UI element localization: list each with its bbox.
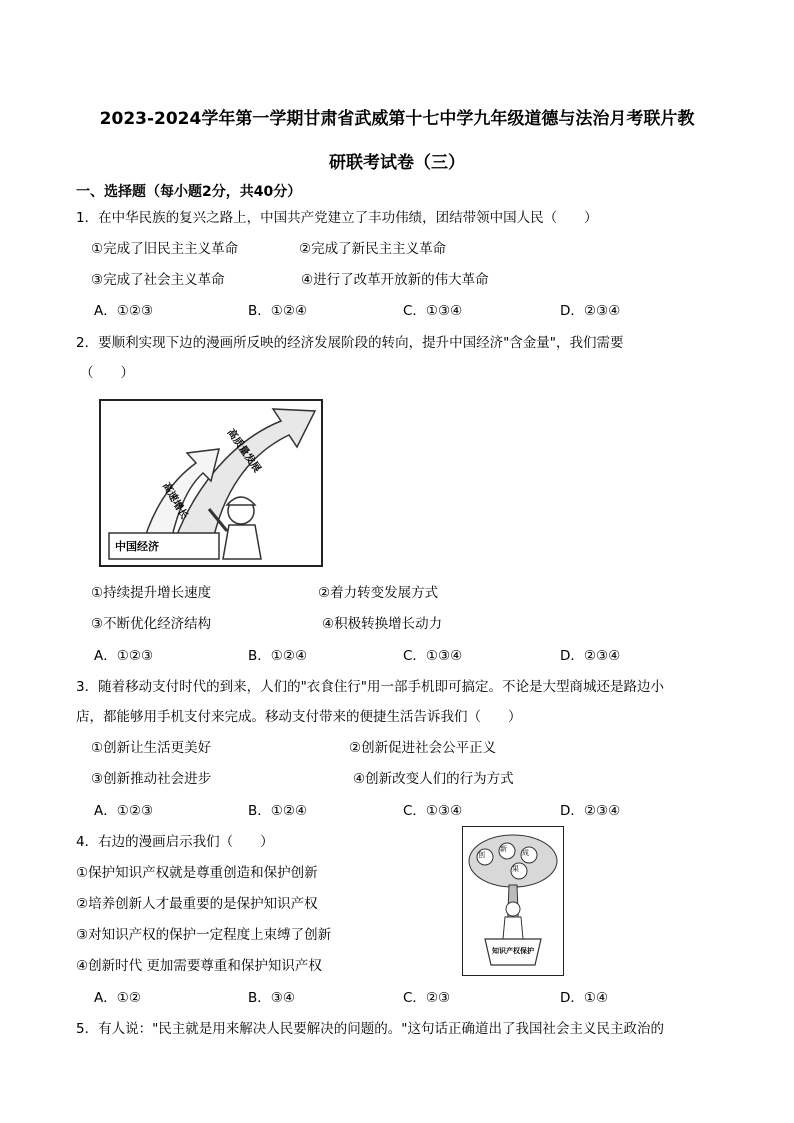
q4-item-3: ③对知识产权的保护一定程度上束缚了创新 [76, 927, 332, 943]
q2-item-1: ①持续提升增长速度 [91, 585, 212, 601]
tree-char-3: 成 [522, 849, 529, 857]
q2-item-3: ③不断优化经济结构 [91, 616, 212, 632]
tree-char-4: 果 [512, 865, 519, 873]
question-3-stem: 3．随着移动支付时代的到来，人们的"衣食住行"用一部手机即可搞定。不论是大型商城还是路边小 [76, 679, 665, 695]
question-3-stem-cont: 店，都能够用手机支付来完成。移动支付带来的便捷生活告诉我们（ ） [76, 709, 522, 725]
tree-char-1: 创 [478, 851, 485, 859]
q4-item-4: ④创新时代 更加需要尊重和保护知识产权 [76, 958, 322, 974]
q4-item-1: ①保护知识产权就是尊重创造和保护创新 [76, 865, 318, 881]
question-5-stem: 5．有人说："民主就是用来解决人民要解决的问题的。"这句话正确道出了我国社会主义民主政治的 [76, 1021, 665, 1037]
q3-item-4: ④创新改变人们的行为方式 [353, 771, 514, 787]
q2-choice-b: B．①②④ [248, 648, 308, 664]
q3-choice-c: C．①③④ [403, 803, 463, 819]
exam-title-line1: 2023-2024学年第一学期甘肃省武威第十七中学九年级道德与法治月考联片教 [99, 109, 695, 129]
tree-char-2: 新 [500, 845, 507, 853]
q2-choice-a: A．①②③ [94, 648, 154, 664]
q1-item-4: ④进行了改革开放新的伟大革命 [301, 272, 489, 288]
exam-title-line2: 研联考试卷（三） [329, 153, 465, 173]
q3-choice-b: B．①②④ [248, 803, 308, 819]
high-speed-label: 高速增长 [160, 481, 190, 522]
question-1-stem: 1．在中华民族的复兴之路上，中国共产党建立了丰功伟绩，团结带领中国人民（ ） [76, 210, 598, 226]
worker-helmet [227, 497, 255, 505]
q4-choice-c: C．②③ [403, 990, 451, 1006]
worker-body [223, 525, 261, 559]
q3-item-3: ③创新推动社会进步 [91, 771, 212, 787]
q1-item-3: ③完成了社会主义革命 [91, 272, 225, 288]
q3-choice-a: A．①②③ [94, 803, 154, 819]
q3-item-1: ①创新让生活更美好 [91, 740, 212, 756]
person-body [503, 917, 523, 939]
q1-choice-d: D．②③④ [560, 303, 621, 319]
question-2-stem: 2．要顺利实现下边的漫画所反映的经济发展阶段的转向，提升中国经济"含金量"，我们需要 [76, 335, 624, 351]
person-head [506, 902, 520, 916]
q2-choice-c: C．①③④ [403, 648, 463, 664]
q3-item-2: ②创新促进社会公平正义 [349, 740, 497, 756]
q1-choice-a: A．①②③ [94, 303, 154, 319]
ip-protection-label: 知识产权保护 [492, 947, 534, 955]
q4-choice-d: D．①④ [560, 990, 609, 1006]
q4-choice-b: B．③④ [248, 990, 295, 1006]
q4-choice-a: A．①② [94, 990, 141, 1006]
question-4-stem: 4．右边的漫画启示我们（ ） [76, 834, 274, 850]
china-economy-label: 中国经济 [115, 540, 159, 553]
q2-item-4: ④积极转换增长动力 [322, 616, 443, 632]
q1-choice-c: C．①③④ [403, 303, 463, 319]
q2-item-2: ②着力转变发展方式 [318, 585, 439, 601]
q2-choice-d: D．②③④ [560, 648, 621, 664]
q3-choice-d: D．②③④ [560, 803, 621, 819]
q1-item-2: ②完成了新民主主义革命 [299, 241, 447, 257]
question-2-blank: （ ） [80, 365, 134, 381]
ip-tree-cartoon [462, 826, 564, 976]
high-quality-label: 高质量发展 [224, 427, 263, 475]
economy-cartoon [99, 399, 323, 567]
q1-choice-b: B．①②④ [248, 303, 308, 319]
section-heading: 一、选择题（每小题2分，共40分） [76, 184, 302, 200]
q4-item-2: ②培养创新人才最重要的是保护知识产权 [76, 896, 318, 912]
q1-item-1: ①完成了旧民主主义革命 [91, 241, 239, 257]
